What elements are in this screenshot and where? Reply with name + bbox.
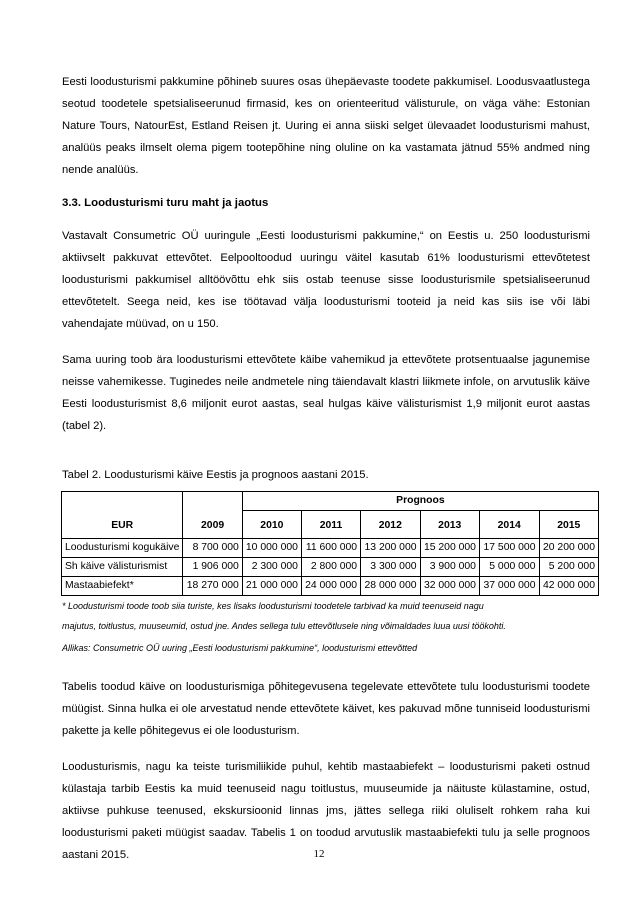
table-source: Allikas: Consumetric OÜ uuring „Eesti loodusturismi pakkumine“, loodusturismi ettevõtted (62, 643, 418, 653)
table-cell: 28 000 000 (361, 577, 420, 596)
paragraph-table-explanation: Tabelis toodud käive on loodusturismiga põhitegevusena tegelevate ettevõtete tulu loodusturismi toodete müügist. Sinna hulka ei ole arvestatud nende ettevõtete käivet, kes pakuvad mõne tunniseid loodusturismi pakette ja kelle põhitegevus ei ole loodusturism. (62, 681, 590, 737)
table-note-1: * Loodusturismi toode toob siia turiste, kes lisaks loodusturismi toodetele tarbivad ka muid teenuseid nagu (62, 601, 484, 611)
table-row (62, 577, 599, 596)
table-cell: 8 700 000 (183, 539, 242, 558)
table-header-blank (183, 492, 242, 511)
table-header-cell: 2013 (420, 511, 479, 539)
table-row (62, 558, 599, 577)
table-cell: 13 200 000 (361, 539, 420, 558)
table-header-cell: 2015 (539, 511, 599, 539)
table-cell: 2 300 000 (242, 558, 301, 577)
table-cell: 11 600 000 (301, 539, 360, 558)
table-cell: 5 000 000 (479, 558, 539, 577)
table-note-2: majutus, toitlustus, muuseumid, ostud jne. Andes sellega tulu ettevõtlusele ning võimaldades luua uusi töökohti. (62, 621, 506, 631)
table-header-cell: 2012 (361, 511, 420, 539)
table-cell: 1 906 000 (183, 558, 242, 577)
table-cell: 18 270 000 (183, 577, 242, 596)
row-label: Mastaabiefekt* (62, 577, 183, 596)
paragraph-intro: Eesti loodusturismi pakkumine põhineb suures osas ühepäevaste toodete pakkumisel. Loodusvaatlustega seotud toodetele spetsialiseerunud firmasid, kes on orienteeritud välisturule, on väga vähe: Estonian Nature Tours, NatourEst, Estland Reisen jt. Uuring ei anna siiski selget ülevaadet loodusturismi mahust, analüüs peaks ilmselt olema pigem tootepõhine ning oluline on ka vastamata jätnud 55% andmed ning nende analüüs. (62, 76, 590, 176)
turnover-table (61, 491, 599, 596)
table-cell: 21 000 000 (242, 577, 301, 596)
table-cell: 20 200 000 (539, 539, 599, 558)
prognoos-header: Prognoos (242, 492, 598, 511)
table-header-blank (62, 492, 183, 511)
table-header-cell: 2014 (479, 511, 539, 539)
table-header-cell: 2011 (301, 511, 360, 539)
page-number: 12 (313, 848, 325, 860)
paragraph-scale-effect: Loodusturismis, nagu ka teiste turismiliikide puhul, kehtib mastaabiefekt – loodusturismi paketi ostnud külastaja tarbib Eestis ka muid teenuseid nagu toitlustus, muuseumide ja näituste külastamine, ostud, aktiivse puhkuse teenused, ekskursioonid linnas jms, jättes sellega riiki oluliselt rohkem raha kui loodusturismi paketi müügist saadav. Tabelis 1 on toodud arvutuslik mastaabiefekti tulu ja selle prognoos aastani 2015. (62, 761, 590, 861)
table-cell: 15 200 000 (420, 539, 479, 558)
table-cell: 42 000 000 (539, 577, 599, 596)
table-cell: 17 500 000 (479, 539, 539, 558)
table-row (62, 492, 599, 511)
table-header-cell: 2009 (183, 511, 242, 539)
row-label: Loodusturismi kogukäive (62, 539, 183, 558)
table-header-cell: 2010 (242, 511, 301, 539)
table-row (62, 511, 599, 539)
table-cell: 5 200 000 (539, 558, 599, 577)
table-cell: 37 000 000 (479, 577, 539, 596)
table-cell: 10 000 000 (242, 539, 301, 558)
paragraph-turnover: Sama uuring toob ära loodusturismi ettevõtete käibe vahemikud ja ettevõtete protsentuaalse jagunemise neisse vahemikesse. Tuginedes neile andmetele ning täiendavalt klastri liikmete infole, on arvutuslik käive Eesti loodusturismist 8,6 miljonit eurot aastas, seal hulgas käive välisturismist 1,9 miljonit eurot aastas (tabel 2). (62, 354, 590, 432)
table-cell: 3 900 000 (420, 558, 479, 577)
table-cell: 2 800 000 (301, 558, 360, 577)
table-caption: Tabel 2. Loodusturismi käive Eestis ja prognoos aastani 2015. (62, 469, 369, 481)
paragraph-market-size: Vastavalt Consumetric OÜ uuringule „Eesti loodusturismi pakkumine,“ on Eestis u. 250 loodusturismi aktiivselt pakkuvat ettevõtet. Eelpooltoodud uuringu väitel kasutab 61% loodusturismi ettevõtetest loodusturismi pakkumisel alltöövõttu ehk siis ostab teenuse sisse loodusturismile spetsialiseerunud ettevõtetelt. Seega neid, kes ise töötavad välja loodusturismi tooteid ja neid kas siis ise või läbi vahendajate müüvad, on u 150. (62, 230, 590, 330)
document-page (62, 71, 595, 866)
table-header-cell: EUR (62, 511, 183, 539)
table-cell: 24 000 000 (301, 577, 360, 596)
section-heading: 3.3. Loodusturismi turu maht ja jaotus (62, 197, 269, 209)
table-cell: 3 300 000 (361, 558, 420, 577)
table-row (62, 539, 599, 558)
table-cell: 32 000 000 (420, 577, 479, 596)
row-label: Sh käive välisturismist (62, 558, 183, 577)
